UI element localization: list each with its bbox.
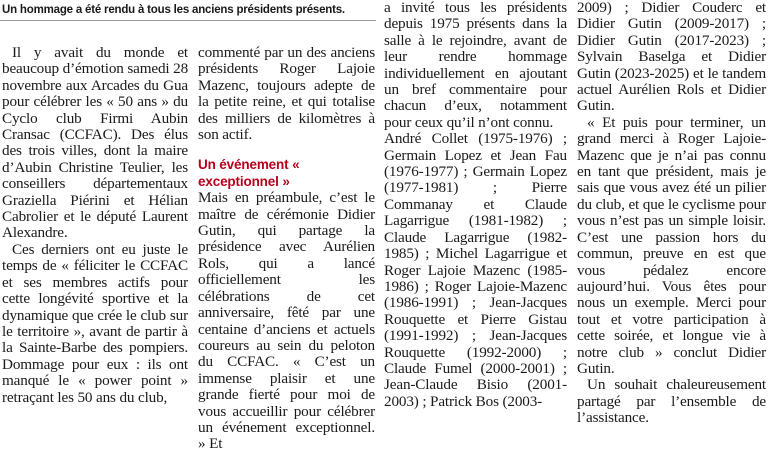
article-column-3	[384, 0, 567, 410]
article-paragraph: Ces derniers ont eu juste le temps de « féliciter le CCFAC et ses membres actifs pour cette longévité sportive et la dynamique que crée le club sur le territoire », avant de partir à la Sainte-Barbe des pompiers. Dommage pour eux : ils ont manqué le « power point » retraçant les 50 ans du club,	[2, 240, 188, 406]
article-column-1	[2, 45, 188, 406]
article-paragraph: commenté par un des anciens présidents Roger Lajoie Mazenc, toujours adepte de la petite reine, et qui totalise des milliers de kilomètres à son actif.	[198, 44, 375, 144]
article-paragraph: a invité tous les présidents depuis 1975 présents dans la salle à le rejoindre, avant de leur rendre hommage individuellement en ajoutant un bref commentaire pour chacun d’eux, notamment pour ceux qu’il n’ont connu.	[384, 0, 567, 131]
article-paragraph: Il y avait du monde et beaucoup d’émotion samedi 28 novembre aux Arcades du Gua pour célébrer les « 50 ans » du Cyclo club Firmi Aubin Cransac (CCFAC). Des élus des trois villes, dont la maire d’Aubin Christine Teulier, les conseillers départementaux Graziella Piérini et Hélian Cabrolier et le député Laurent Alexandre.	[2, 44, 189, 242]
article-subheading: Un événement « exceptionnel »	[198, 157, 300, 189]
presidents-list: André Collet (1975-1976) ; Germain Lopez et Jean Fau (1976-1977) ; Germain Lopez (1977-1981) ; Pierre Commanay et Claude Lagarrigue (1981-1982) ; Claude Lagarrigue (1982-1985) ; Michel Lagarrigue et Roger Lajoie Mazenc (1985-1986) ; Roger Lajoie-Mazenc (1986-1991) ; Jean-Jacques Rouquette et Pierre Gistau (1991-1992) ; Jean-Jacques Rouquette (1992-2000) ; Claude Fumel (2000-2001) ; Jean-Claude Bisio (2001-2003) ; Patrick Bos (2003-	[384, 130, 567, 410]
article-column-4	[577, 0, 766, 427]
article-paragraph: Mais en préambule, c’est le maître de cérémonie Didier Gutin, qui partage la présidence avec Aurélien Rols, qui a lancé officiellement les célébrations de cet anniversaire, fêté par une centaine d’anciens et actuels coureurs au sein du peloton du CCFAC. « C’est un immense plaisir et une grande fierté pour moi de vous accueillir pour célébrer un événement exceptionnel. » Et	[198, 189, 375, 453]
presidents-list-continued: 2009) ; Didier Couderc et Didier Gutin (2009-2017) ; Didier Gutin (2017-2023) ; Sylvain Baselga et Didier Gutin (2023-2025) et le tandem actuel Aurélien Rols et Didier Gutin.	[577, 0, 766, 115]
article-quote: « Et puis pour terminer, un grand merci à Roger Lajoie-Mazenc que je n’ai pas connu en tant que président, mais je sais que vous avez été un pilier du club, et que le cyclisme pour vous n’est pas un simple loisir. C’est une passion hors du commun, preuve en est que vous pédalez encore aujourd’hui. Vous êtes pour nous un exemple. Merci pour tout et votre participation à cette soirée, et longue vie à notre club » conclut Didier Gutin.	[577, 113, 766, 377]
article-paragraph: Un souhait chaleureusement partagé par l’ensemble de l’assistance.	[577, 376, 766, 427]
photo-caption: Un hommage a été rendu à tous les anciens présidents présents.	[0, 0, 376, 21]
article-column-2	[198, 45, 375, 453]
